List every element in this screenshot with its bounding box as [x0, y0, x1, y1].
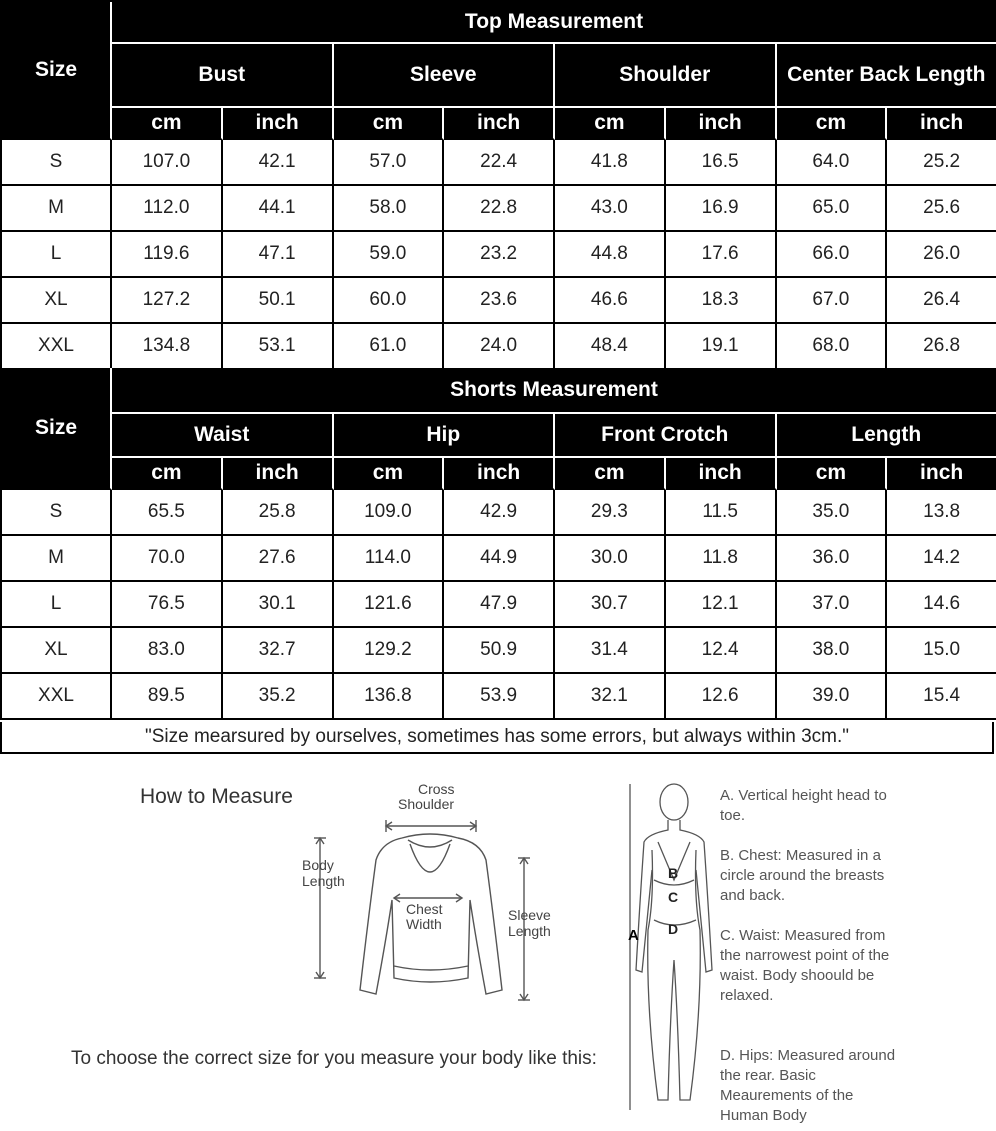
chest-width-label: Width [406, 916, 442, 932]
table-cell: 14.2 [887, 536, 996, 582]
table-cell: 11.5 [666, 490, 777, 536]
size-cell: XL [2, 628, 112, 674]
table-cell: 30.1 [223, 582, 334, 628]
column-group-shoulder: Shoulder [555, 44, 777, 108]
table-cell: 13.8 [887, 490, 996, 536]
size-cell: M [2, 186, 112, 232]
size-cell: L [2, 582, 112, 628]
table-cell: 12.6 [666, 674, 777, 720]
unit-header: inch [223, 108, 334, 140]
table-cell: 47.1 [223, 232, 334, 278]
size-cell: S [2, 490, 112, 536]
table-cell: 65.5 [112, 490, 223, 536]
unit-header: cm [555, 458, 666, 490]
table-cell: 48.4 [555, 324, 666, 370]
unit-header: inch [887, 458, 996, 490]
table-cell: 32.7 [223, 628, 334, 674]
how-to-measure-title: How to Measure [140, 785, 293, 808]
table-cell: 35.0 [777, 490, 888, 536]
table-cell: 14.6 [887, 582, 996, 628]
table-cell: 23.2 [444, 232, 555, 278]
marker-a: A [628, 927, 639, 944]
size-header: Size [2, 2, 112, 140]
body-length-label: Body [302, 857, 334, 873]
table-cell: 17.6 [666, 232, 777, 278]
sleeve-length-label: Sleeve [508, 907, 551, 923]
table-cell: 59.0 [334, 232, 445, 278]
table-cell: 76.5 [112, 582, 223, 628]
marker-b: B [668, 865, 679, 881]
column-group-hip: Hip [334, 414, 556, 458]
legend-c: C. Waist: Measured from the narrowest point of the waist. Body shoould be relaxed. [720, 927, 890, 1004]
table-cell: 23.6 [444, 278, 555, 324]
table-cell: 35.2 [223, 674, 334, 720]
table-cell: 127.2 [112, 278, 223, 324]
table-cell: 83.0 [112, 628, 223, 674]
table-cell: 109.0 [334, 490, 445, 536]
table-cell: 30.7 [555, 582, 666, 628]
table-cell: 26.0 [887, 232, 996, 278]
top-measurement-table [0, 0, 996, 370]
table-cell: 42.9 [444, 490, 555, 536]
unit-header: cm [334, 458, 445, 490]
table-title: Top Measurement [112, 2, 996, 44]
table-cell: 58.0 [334, 186, 445, 232]
cross-shoulder-label: Shoulder [398, 796, 455, 812]
table-cell: 44.9 [444, 536, 555, 582]
table-cell: 36.0 [777, 536, 888, 582]
table-cell: 25.6 [887, 186, 996, 232]
table-cell: 38.0 [777, 628, 888, 674]
measurement-note: "Size mearsured by ourselves, sometimes has some errors, but always within 3cm." [0, 722, 994, 754]
table-cell: 61.0 [334, 324, 445, 370]
table-cell: 24.0 [444, 324, 555, 370]
sweater-diagram [290, 780, 590, 1010]
unit-header: cm [334, 108, 445, 140]
table-cell: 42.1 [223, 140, 334, 186]
unit-header: cm [777, 458, 888, 490]
size-cell: M [2, 536, 112, 582]
table-cell: 47.9 [444, 582, 555, 628]
table-cell: 25.2 [887, 140, 996, 186]
table-cell: 46.6 [555, 278, 666, 324]
body-length-label: Length [302, 873, 345, 889]
unit-header: inch [223, 458, 334, 490]
column-group-bust: Bust [112, 44, 334, 108]
table-cell: 15.4 [887, 674, 996, 720]
table-cell: 37.0 [777, 582, 888, 628]
unit-header: inch [444, 108, 555, 140]
table-cell: 22.4 [444, 140, 555, 186]
unit-header: inch [444, 458, 555, 490]
table-cell: 32.1 [555, 674, 666, 720]
table-cell: 57.0 [334, 140, 445, 186]
column-group-waist: Waist [112, 414, 334, 458]
table-cell: 16.5 [666, 140, 777, 186]
table-cell: 22.8 [444, 186, 555, 232]
unit-header: inch [666, 458, 777, 490]
table-cell: 19.1 [666, 324, 777, 370]
table-cell: 119.6 [112, 232, 223, 278]
table-cell: 18.3 [666, 278, 777, 324]
table-cell: 27.6 [223, 536, 334, 582]
table-cell: 64.0 [777, 140, 888, 186]
table-cell: 65.0 [777, 186, 888, 232]
table-cell: 39.0 [777, 674, 888, 720]
choose-size-instruction: To choose the correct size for you measure your body like this: [71, 1048, 597, 1069]
table-cell: 29.3 [555, 490, 666, 536]
table-cell: 114.0 [334, 536, 445, 582]
table-cell: 12.1 [666, 582, 777, 628]
table-cell: 60.0 [334, 278, 445, 324]
column-group-center-back-length: Center Back Length [777, 44, 996, 108]
table-cell: 43.0 [555, 186, 666, 232]
body-diagram [618, 780, 728, 1130]
sleeve-length-label: Length [508, 923, 551, 939]
table-cell: 11.8 [666, 536, 777, 582]
chest-width-label: Chest [406, 901, 443, 917]
table-cell: 30.0 [555, 536, 666, 582]
table-cell: 136.8 [334, 674, 445, 720]
marker-c: C [668, 889, 679, 905]
table-cell: 66.0 [777, 232, 888, 278]
table-cell: 50.1 [223, 278, 334, 324]
table-cell: 107.0 [112, 140, 223, 186]
table-cell: 121.6 [334, 582, 445, 628]
table-cell: 134.8 [112, 324, 223, 370]
table-cell: 25.8 [223, 490, 334, 536]
size-header: Size [2, 368, 112, 490]
table-cell: 41.8 [555, 140, 666, 186]
legend-b: B. Chest: Measured in a circle around the breasts and back. [720, 847, 885, 904]
table-cell: 31.4 [555, 628, 666, 674]
legend-a: A. Vertical height head to toe. [720, 787, 887, 824]
unit-header: cm [555, 108, 666, 140]
table-cell: 70.0 [112, 536, 223, 582]
table-cell: 44.8 [555, 232, 666, 278]
table-cell: 12.4 [666, 628, 777, 674]
legend-d: D. Hips: Measured around the rear. Basic Meaurements of the Human Body [720, 1047, 896, 1124]
size-cell: XXL [2, 674, 112, 720]
table-cell: 68.0 [777, 324, 888, 370]
table-cell: 67.0 [777, 278, 888, 324]
unit-header: cm [112, 108, 223, 140]
table-cell: 26.8 [887, 324, 996, 370]
table-cell: 53.1 [223, 324, 334, 370]
table-cell: 89.5 [112, 674, 223, 720]
marker-d: D [668, 921, 679, 937]
unit-header: inch [887, 108, 996, 140]
size-cell: XL [2, 278, 112, 324]
table-cell: 16.9 [666, 186, 777, 232]
table-cell: 26.4 [887, 278, 996, 324]
column-group-sleeve: Sleeve [334, 44, 556, 108]
table-title: Shorts Measurement [112, 368, 996, 414]
table-cell: 44.1 [223, 186, 334, 232]
unit-header: inch [666, 108, 777, 140]
unit-header: cm [777, 108, 888, 140]
column-group-front-crotch: Front Crotch [555, 414, 777, 458]
table-cell: 112.0 [112, 186, 223, 232]
size-cell: S [2, 140, 112, 186]
table-cell: 129.2 [334, 628, 445, 674]
unit-header: cm [112, 458, 223, 490]
shorts-measurement-table [0, 368, 996, 720]
column-group-length: Length [777, 414, 996, 458]
size-cell: XXL [2, 324, 112, 370]
table-cell: 50.9 [444, 628, 555, 674]
table-cell: 15.0 [887, 628, 996, 674]
size-cell: L [2, 232, 112, 278]
cross-shoulder-label: Cross [418, 781, 455, 797]
table-cell: 53.9 [444, 674, 555, 720]
